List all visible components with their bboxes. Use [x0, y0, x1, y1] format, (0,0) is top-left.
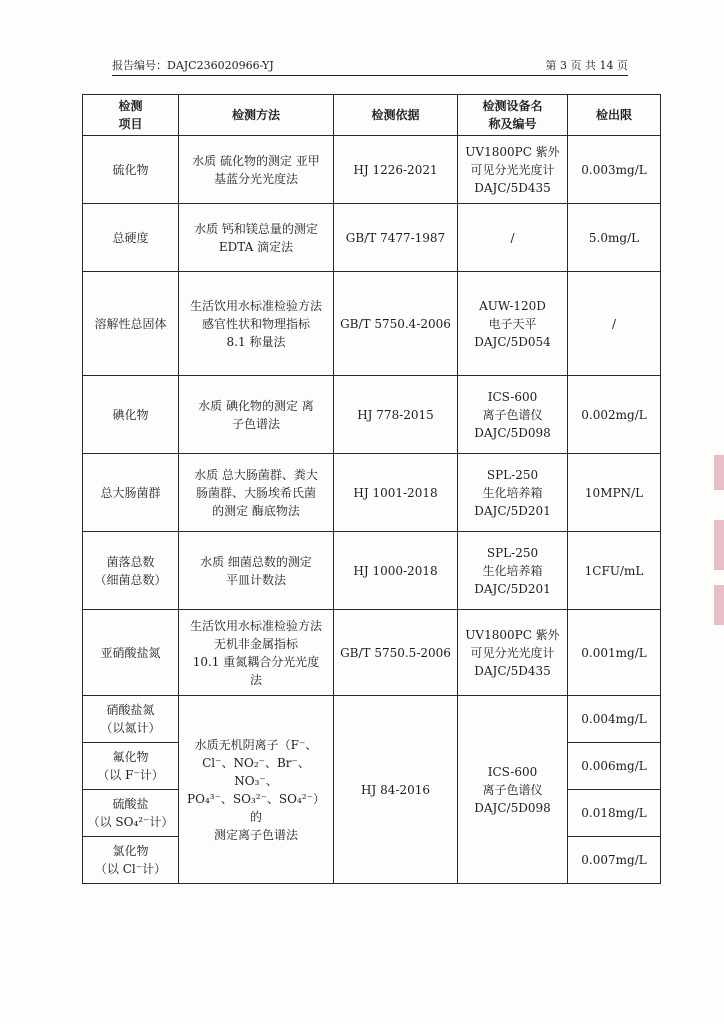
col-header-item: 检测 项目: [83, 95, 179, 136]
cell-item: 溶解性总固体: [83, 272, 179, 376]
table-row: [83, 136, 661, 204]
cell-limit: 10MPN/L: [568, 454, 661, 532]
cell-method: 水质 硫化物的测定 亚甲 基蓝分光光度法: [179, 136, 334, 204]
cell-item: 硫酸盐 （以 SO₄²⁻计）: [83, 790, 179, 837]
cell-limit: 0.007mg/L: [568, 837, 661, 884]
col-header-limit: 检出限: [568, 95, 661, 136]
cell-item: 硫化物: [83, 136, 179, 204]
cell-equipment: ICS-600 离子色谱仪 DAJC/5D098: [458, 376, 568, 454]
cell-equipment: UV1800PC 紫外 可见分光光度计 DAJC/5D435: [458, 136, 568, 204]
table-row: [83, 610, 661, 696]
cell-limit: 0.002mg/L: [568, 376, 661, 454]
cell-method: 水质 钙和镁总量的测定 EDTA 滴定法: [179, 204, 334, 272]
cell-standard: HJ 1000-2018: [334, 532, 458, 610]
report-number: 报告编号：DAJC236020966-YJ: [112, 59, 274, 72]
cell-standard: HJ 1001-2018: [334, 454, 458, 532]
cell-standard: HJ 778-2015: [334, 376, 458, 454]
cell-method: 水质 总大肠菌群、粪大 肠菌群、大肠埃希氏菌 的测定 酶底物法: [179, 454, 334, 532]
cell-method: 水质 碘化物的测定 离 子色谱法: [179, 376, 334, 454]
cell-standard: GB/T 7477-1987: [334, 204, 458, 272]
table-row: [83, 454, 661, 532]
cell-item: 氟化物 （以 F⁻计）: [83, 743, 179, 790]
cell-item: 总硬度: [83, 204, 179, 272]
table-row: [83, 532, 661, 610]
cell-equipment: /: [458, 204, 568, 272]
cell-equipment: SPL-250 生化培养箱 DAJC/5D201: [458, 454, 568, 532]
seal-edge-mark: [714, 455, 724, 490]
cell-standard: GB/T 5750.5-2006: [334, 610, 458, 696]
table-row: [83, 272, 661, 376]
cell-method-merged: 水质无机阴离子（F⁻、 Cl⁻、NO₂⁻、Br⁻、NO₃⁻、 PO₄³⁻、SO₃²⁻、SO₄²⁻）的 测定离子色谱法: [179, 696, 334, 884]
test-methods-table: [82, 94, 661, 884]
cell-limit: 0.018mg/L: [568, 790, 661, 837]
page-header: [112, 58, 628, 74]
cell-item: 碘化物: [83, 376, 179, 454]
cell-method: 生活饮用水标准检验方法 感官性状和物理指标 8.1 称量法: [179, 272, 334, 376]
cell-limit: 5.0mg/L: [568, 204, 661, 272]
page-indicator: 第 3 页 共 14 页: [545, 59, 628, 72]
seal-edge-mark: [714, 520, 724, 570]
cell-limit: 0.004mg/L: [568, 696, 661, 743]
cell-limit: 0.001mg/L: [568, 610, 661, 696]
cell-item: 氯化物 （以 Cl⁻计）: [83, 837, 179, 884]
table-row: [83, 696, 661, 743]
table-row: [83, 204, 661, 272]
cell-equipment: UV1800PC 紫外 可见分光光度计 DAJC/5D435: [458, 610, 568, 696]
col-header-standard: 检测依据: [334, 95, 458, 136]
cell-limit: /: [568, 272, 661, 376]
cell-method: 水质 细菌总数的测定 平皿计数法: [179, 532, 334, 610]
cell-standard: GB/T 5750.4-2006: [334, 272, 458, 376]
cell-limit: 1CFU/mL: [568, 532, 661, 610]
cell-method: 生活饮用水标准检验方法 无机非金属指标 10.1 重氮耦合分光光度 法: [179, 610, 334, 696]
cell-equipment-merged: ICS-600 离子色谱仪 DAJC/5D098: [458, 696, 568, 884]
cell-standard-merged: HJ 84-2016: [334, 696, 458, 884]
col-header-equipment: 检测设备名 称及编号: [458, 95, 568, 136]
cell-item: 菌落总数 （细菌总数）: [83, 532, 179, 610]
cell-item: 总大肠菌群: [83, 454, 179, 532]
seal-edge-mark: [714, 585, 724, 625]
header-rule: [112, 75, 628, 76]
cell-limit: 0.006mg/L: [568, 743, 661, 790]
cell-limit: 0.003mg/L: [568, 136, 661, 204]
cell-equipment: SPL-250 生化培养箱 DAJC/5D201: [458, 532, 568, 610]
cell-equipment: AUW-120D 电子天平 DAJC/5D054: [458, 272, 568, 376]
table-header-row: [83, 95, 661, 136]
col-header-method: 检测方法: [179, 95, 334, 136]
cell-item: 亚硝酸盐氮: [83, 610, 179, 696]
cell-item: 硝酸盐氮 （以氮计）: [83, 696, 179, 743]
table-row: [83, 376, 661, 454]
cell-standard: HJ 1226-2021: [334, 136, 458, 204]
